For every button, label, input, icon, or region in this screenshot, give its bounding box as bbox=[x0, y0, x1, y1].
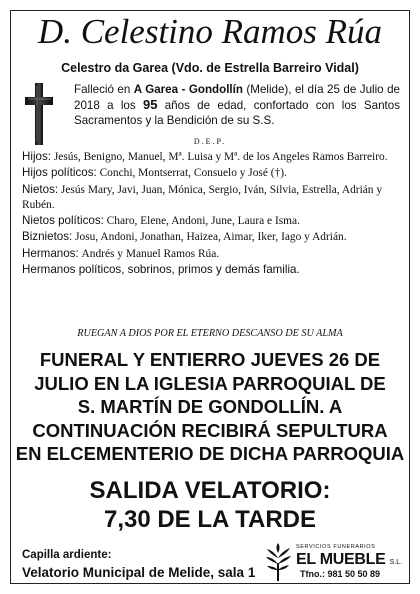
relation-names: Josu, Andoni, Jonathan, Haizea, Aimar, Iker, Iago y Adrián. bbox=[75, 231, 347, 244]
deceased-subtitle: Celestro da Garea (Vdo. de Estrella Barreiro Vidal) bbox=[61, 61, 359, 75]
logo-name-text: EL MUEBLE bbox=[296, 551, 386, 568]
departure-line: SALIDA VELATORIO: bbox=[89, 477, 331, 504]
dep-label: D.E.P. bbox=[193, 137, 227, 146]
age-value: 95 bbox=[142, 97, 158, 112]
funeral-line: CONTINUACIÓN RECIBIRÁ SEPULTURA bbox=[32, 419, 388, 441]
intro-text-3: años de edad, confortado con los Santos Sacramentos y la Bendición de su S.S. bbox=[74, 99, 400, 127]
logo-suffix: S.L. bbox=[389, 559, 403, 566]
family-row-biznietos bbox=[22, 229, 402, 245]
family-row-hijos bbox=[22, 149, 402, 165]
death-place: A Garea - Gondollín bbox=[133, 83, 243, 96]
family-list bbox=[22, 149, 402, 277]
relation-label: Nietos políticos: bbox=[22, 214, 104, 228]
relation-label: Hijos: bbox=[22, 150, 51, 163]
funeral-line: EN ELCEMENTERIO DE DICHA PARROQUIA bbox=[15, 443, 405, 464]
funeral-line: FUNERAL Y ENTIERRO JUEVES 26 DE bbox=[39, 349, 381, 370]
relation-names: Charo, Elene, Andoni, June, Laura e Isma. bbox=[106, 215, 300, 228]
intro-text-2: (Melide), el día 25 de Julio de 2018 a los bbox=[74, 83, 400, 112]
tree-logo-icon bbox=[264, 543, 292, 581]
logo-tagline: SERVICIOS FUNERARIOS bbox=[296, 544, 376, 550]
funeral-line: S. MARTÍN DE GONDOLLÍN. A bbox=[77, 396, 343, 417]
family-row-nietos bbox=[22, 182, 402, 214]
funeral-line: JULIO EN LA IGLESIA PARROQUIAL DE bbox=[34, 372, 386, 394]
death-notice-text bbox=[74, 82, 400, 128]
funeral-home-logo bbox=[264, 543, 406, 581]
relation-label: Hijos políticos: bbox=[22, 166, 97, 180]
family-row-hijos-politicos bbox=[22, 165, 402, 181]
family-row-hermanos bbox=[22, 246, 402, 262]
funeral-announcement bbox=[0, 348, 420, 466]
intro-text-1: Falleció en bbox=[74, 83, 134, 96]
relation-names: Conchi, Montserrat, Consuelo y José (†). bbox=[99, 167, 287, 180]
relation-names: Jesús, Benigno, Manuel, Mª. Luisa y Mª. de los Angeles Ramos Barreiro. bbox=[53, 151, 388, 163]
relation-label: Biznietos: bbox=[22, 230, 73, 244]
relation-names: Andrés y Manuel Ramos Rúa. bbox=[81, 247, 220, 260]
chapel-place: Velatorio Municipal de Melide, sala 1 bbox=[22, 565, 256, 580]
chapel-label: Capilla ardiente: bbox=[22, 549, 112, 561]
departure-time: 7,30 DE LA TARDE bbox=[103, 506, 317, 533]
deceased-name: D. Celestino Ramos Rúa bbox=[37, 12, 383, 51]
departure-announcement bbox=[0, 476, 420, 534]
logo-phone: Tfno.: 981 50 50 89 bbox=[300, 569, 381, 579]
relation-names: Jesús Mary, Javi, Juan, Mónica, Sergio, Iván, Silvia, Estrella, Adrián y Rubén. bbox=[22, 183, 383, 211]
relation-label: Hermanos: bbox=[22, 246, 79, 260]
relation-label: Nietos: bbox=[22, 182, 59, 196]
family-row-others: Hermanos políticos, sobrinos, primos y demás familia. bbox=[22, 263, 300, 277]
family-row-nietos-politicos bbox=[22, 213, 402, 229]
prayer-request: RUEGAN A DIOS POR EL ETERNO DESCANSO DE SU ALMA bbox=[77, 328, 343, 339]
